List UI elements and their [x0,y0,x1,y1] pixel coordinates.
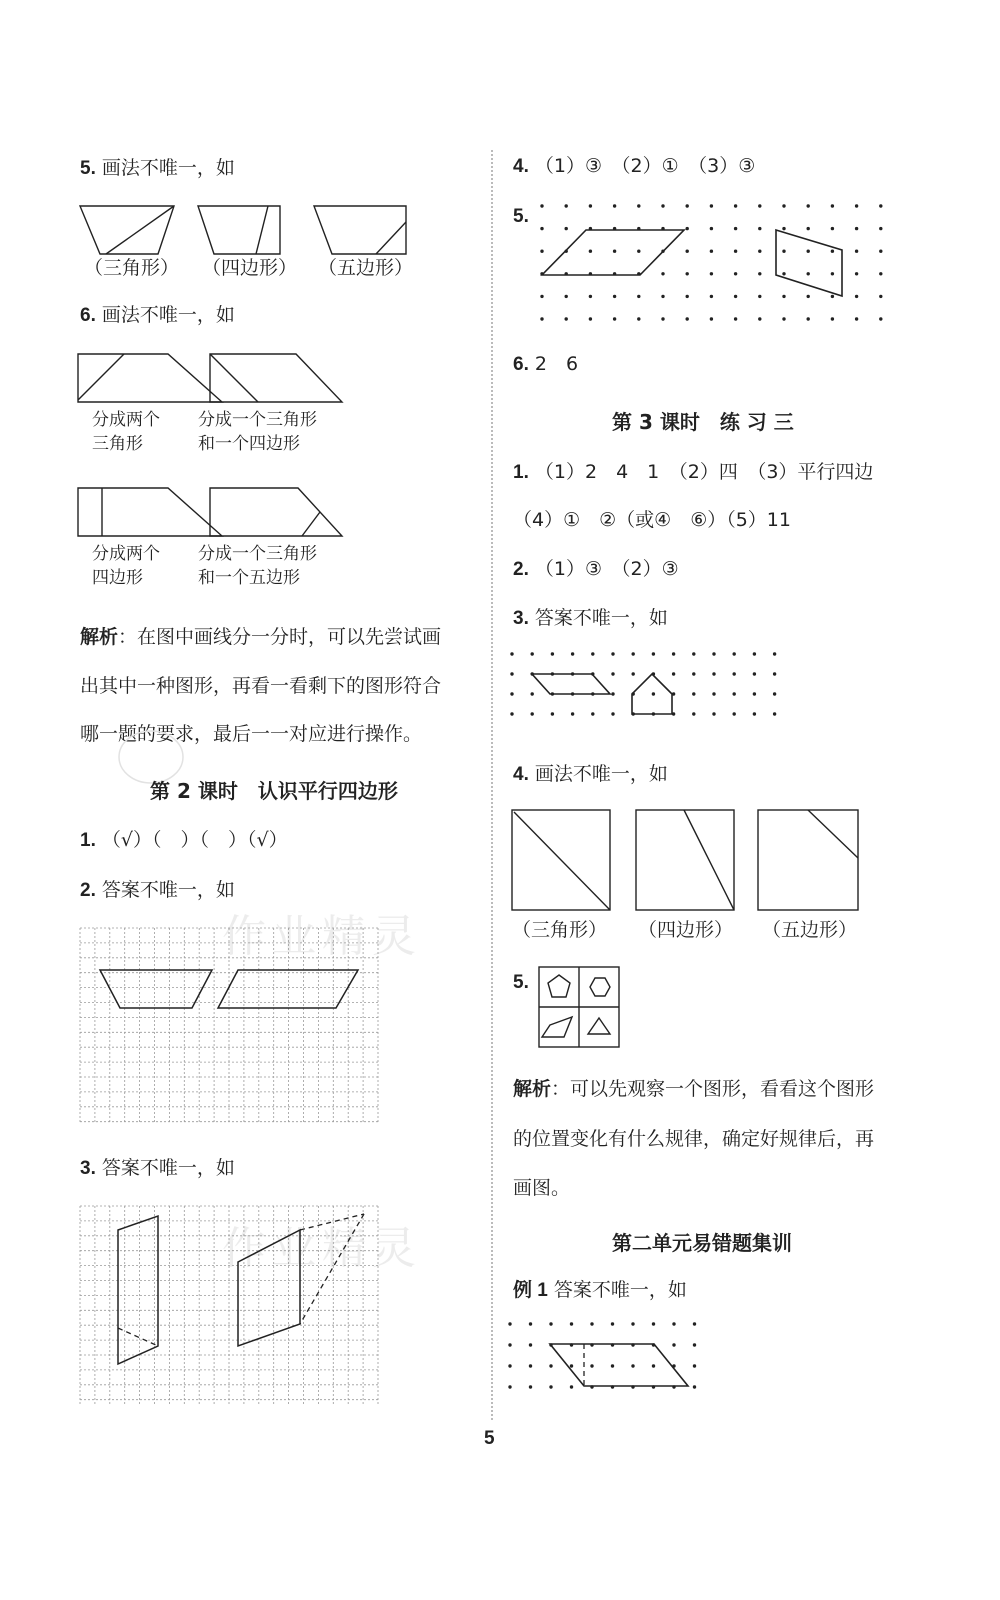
grid-dot [589,250,592,253]
grid-dot [831,272,834,275]
grid-dot [879,272,882,275]
grid-dot [710,272,713,275]
page-number: 5 [484,1428,495,1449]
q-text: （1）③ （2）① （3）③ [534,155,756,177]
grid-dot [734,295,737,298]
q6-caption-3b: 四边形 [92,568,143,588]
left-analysis-line-3: 哪一题的要求，最后一一对应进行操作。 [80,723,423,745]
q-text: 答案不唯一，如 [101,1157,235,1179]
grid-dot [710,295,713,298]
grid-dot [733,652,736,655]
grid-dot [565,227,568,230]
l3-q4-caption-3: （五边形） [762,919,858,941]
example-label: 例 1 [513,1280,548,1301]
grid-dot [510,652,513,655]
grid-dot [693,1364,696,1367]
q6-caption-2a: 分成一个三角形 [198,410,317,430]
grid-dot [733,692,736,695]
grid-dot [672,672,675,675]
grid-dot [529,1343,532,1346]
q-number: 5. [513,972,529,993]
grid-dot [692,672,695,675]
grid-dot [692,652,695,655]
example-1 [513,1278,687,1303]
l3-q4-caption-2: （四边形） [638,919,734,941]
grid-dot [758,272,761,275]
grid-dot [686,250,689,253]
grid-dot [831,250,834,253]
q6-caption-4b: 和一个五边形 [198,568,300,588]
grid-dot [831,317,834,320]
dot-grid [540,204,882,320]
grid-dot [510,672,513,675]
grid-dot [773,672,776,675]
l2-q3 [80,1156,235,1181]
grid-dot [879,227,882,230]
grid-dot [589,317,592,320]
grid-dot [831,204,834,207]
grid-dot [571,712,574,715]
left-q5 [80,156,235,181]
grid-dot [571,652,574,655]
dotted-grid [80,928,378,1124]
grid-dot [531,712,534,715]
grid-dot [637,250,640,253]
grid-dot [565,317,568,320]
grid-dot [710,204,713,207]
q-text: （1）③ （2）③ [534,558,679,580]
grid-dot [733,672,736,675]
grid-dot [686,204,689,207]
grid-dot [855,317,858,320]
q-number: 3. [513,608,529,629]
grid-dot [529,1364,532,1367]
grid-dot [613,204,616,207]
unit-error-title: 第二单元易错题集训 [612,1231,792,1255]
q6-caption-2b: 和一个四边形 [198,434,300,454]
grid-dot [807,272,810,275]
grid-dot [611,1364,614,1367]
grid-dot [589,295,592,298]
grid-dot [855,272,858,275]
grid-dot [565,204,568,207]
grid-dot [613,295,616,298]
grid-dot [540,204,543,207]
q-text: （1）2 4 1 （2）四 （3）平行四边 [534,461,874,483]
grid-dot [529,1385,532,1388]
grid-dot [855,295,858,298]
analysis-label: 解析 [80,626,119,648]
grid-dot [807,317,810,320]
grid-dot [734,272,737,275]
grid-dot [807,204,810,207]
grid-dot [551,652,554,655]
watermark-1: 作业精灵 [222,911,422,962]
lesson2-title: 第 2 课时 认识平行四边形 [150,779,398,803]
l3-q5 [513,970,529,995]
grid-dot [879,250,882,253]
l2-q3-grid-figure [80,1206,380,1410]
grid-dot [540,295,543,298]
grid-dot [549,1385,552,1388]
grid-dot [661,204,664,207]
grid-dot [734,227,737,230]
r-q5-dot-figure [536,200,892,326]
grid-dot [531,692,534,695]
analysis-text: ：在图中画线分一分时，可以先尝试画 [118,626,442,648]
l3-q4-divided-squares [512,810,864,914]
grid-dot [773,652,776,655]
grid-dot [540,317,543,320]
lesson3-title: 第 3 课时 练 习 三 [612,410,794,434]
grid-dot [686,272,689,275]
grid-dot [652,692,655,695]
grid-dot [879,317,882,320]
q-text: 画法不唯一，如 [534,763,668,785]
grid-dot [807,227,810,230]
q-number: 2. [80,880,96,901]
grid-dot [590,1322,593,1325]
grid-dot [637,295,640,298]
grid-dot [734,250,737,253]
q-number: 6. [80,305,96,326]
grid-dot [753,692,756,695]
dot-grid [510,652,776,715]
grid-dot [710,227,713,230]
grid-dot [686,317,689,320]
q-number: 3. [80,1158,96,1179]
grid-dot [661,317,664,320]
q-number: 4. [513,764,529,785]
grid-dot [758,317,761,320]
grid-dot [758,204,761,207]
right-q6 [513,352,578,377]
grid-dot [549,1322,552,1325]
grid-dot [611,672,614,675]
q-text: 2 6 [534,353,579,375]
watermark-2: 作业精灵 [222,1223,422,1274]
grid-dot [589,204,592,207]
grid-dot [855,250,858,253]
dot-grid [508,1322,696,1388]
q5-divided-parallelograms [76,204,416,256]
grid-dot [734,317,737,320]
grid-dot [782,227,785,230]
grid-dot [831,295,834,298]
grid-dot [510,692,513,695]
grid-dot [611,692,614,695]
grid-dot [734,204,737,207]
dotted-grid [80,1206,378,1406]
grid-dot [508,1364,511,1367]
left-analysis-line-2: 出其中一种图形，再看一看剩下的图形符合 [80,675,442,697]
grid-dot [753,672,756,675]
grid-dot [672,652,675,655]
grid-dot [758,295,761,298]
l2-q2 [80,878,235,903]
grid-dot [753,712,756,715]
grid-dot [782,295,785,298]
grid-dot [631,1322,634,1325]
q-text: 画法不唯一，如 [101,304,235,326]
q-text: 答案不唯一，如 [101,879,235,901]
grid-dot [652,1364,655,1367]
grid-dot [661,272,664,275]
grid-dot [661,295,664,298]
grid-dot [508,1322,511,1325]
q5-caption-2: （四边形） [202,257,298,279]
grid-dot [540,227,543,230]
grid-dot [570,1385,573,1388]
right-q4 [513,154,755,179]
grid-dot [879,204,882,207]
q-text: 画法不唯一，如 [101,157,235,179]
analysis-label: 解析 [513,1078,552,1100]
l3-q1-line-2: （4）① ②（或④ ⑥）（5）11 [513,509,791,531]
q6-caption-3a: 分成两个 [92,544,160,564]
grid-dot [782,250,785,253]
grid-dot [632,652,635,655]
grid-dot [782,204,785,207]
grid-dot [758,227,761,230]
right-analysis-line-3: 画图。 [513,1177,571,1199]
q-number: 4. [513,156,529,177]
grid-dot [508,1385,511,1388]
grid-dot [637,204,640,207]
q-text: （√）（ ）（ ）（√） [101,829,288,851]
l3-q4 [513,762,668,787]
l3-q5-pattern-grid [538,966,622,1050]
grid-dot [611,1322,614,1325]
grid-dot [686,295,689,298]
l2-q2-grid-figure [80,928,380,1128]
grid-dot [782,272,785,275]
grid-dot [611,652,614,655]
l3-q1-line-1 [513,460,873,485]
left-q6 [80,303,235,328]
grid-dot [570,1322,573,1325]
q-number: 5. [513,206,529,227]
l2-q1 [80,828,288,853]
right-q5 [513,204,529,229]
right-analysis-line-2: 的位置变化有什么规律，确定好规律后，再 [513,1128,875,1150]
grid-dot [879,295,882,298]
example-text: 答案不唯一，如 [553,1279,687,1301]
grid-dot [510,712,513,715]
q5-caption-3: （五边形） [318,257,414,279]
q-number: 2. [513,559,529,580]
grid-dot [540,250,543,253]
analysis-text: ：可以先观察一个图形，看看这个图形 [551,1078,875,1100]
grid-dot [672,1322,675,1325]
q-text: 答案不唯一，如 [534,607,668,629]
grid-dot [807,250,810,253]
l3-q3 [513,606,668,631]
grid-dot [773,692,776,695]
grid-dot [693,1343,696,1346]
l3-q3-dot-figure [510,652,800,742]
grid-dot [632,672,635,675]
grid-dot [710,250,713,253]
grid-dot [551,712,554,715]
q-number: 1. [80,830,96,851]
q-number: 5. [80,158,96,179]
grid-dot [611,712,614,715]
grid-dot [733,712,736,715]
q-number: 1. [513,462,529,483]
grid-dot [652,652,655,655]
grid-dot [637,317,640,320]
grid-dot [692,692,695,695]
q5-caption-1: （三角形） [84,257,180,279]
grid-dot [508,1343,511,1346]
grid-dot [710,317,713,320]
grid-dot [613,250,616,253]
grid-dot [652,1322,655,1325]
grid-dot [855,204,858,207]
grid-dot [570,1364,573,1367]
right-analysis-line-1 [513,1077,874,1101]
grid-dot [782,317,785,320]
grid-dot [753,652,756,655]
grid-dot [712,692,715,695]
left-analysis-line-1 [80,625,441,649]
grid-dot [686,227,689,230]
grid-dot [565,295,568,298]
column-divider [491,150,493,1420]
grid-dot [590,1364,593,1367]
grid-dot [591,712,594,715]
grid-dot [529,1322,532,1325]
grid-dot [773,712,776,715]
grid-dot [693,1322,696,1325]
grid-dot [855,227,858,230]
ex1-dot-figure [510,1322,720,1412]
grid-dot [693,1385,696,1388]
grid-dot [631,1364,634,1367]
q6-caption-1b: 三角形 [92,434,143,454]
l3-q4-caption-1: （三角形） [512,919,608,941]
q-number: 6. [513,354,529,375]
q6-caption-4a: 分成一个三角形 [198,544,317,564]
grid-dot [672,1343,675,1346]
l3-q2 [513,557,679,582]
grid-dot [692,712,695,715]
grid-dot [549,1364,552,1367]
grid-dot [712,652,715,655]
grid-dot [712,672,715,675]
grid-dot [712,712,715,715]
grid-dot [531,652,534,655]
grid-dot [831,227,834,230]
grid-dot [758,250,761,253]
grid-dot [591,652,594,655]
grid-dot [613,317,616,320]
q6-caption-1a: 分成两个 [92,410,160,430]
grid-dot [807,295,810,298]
